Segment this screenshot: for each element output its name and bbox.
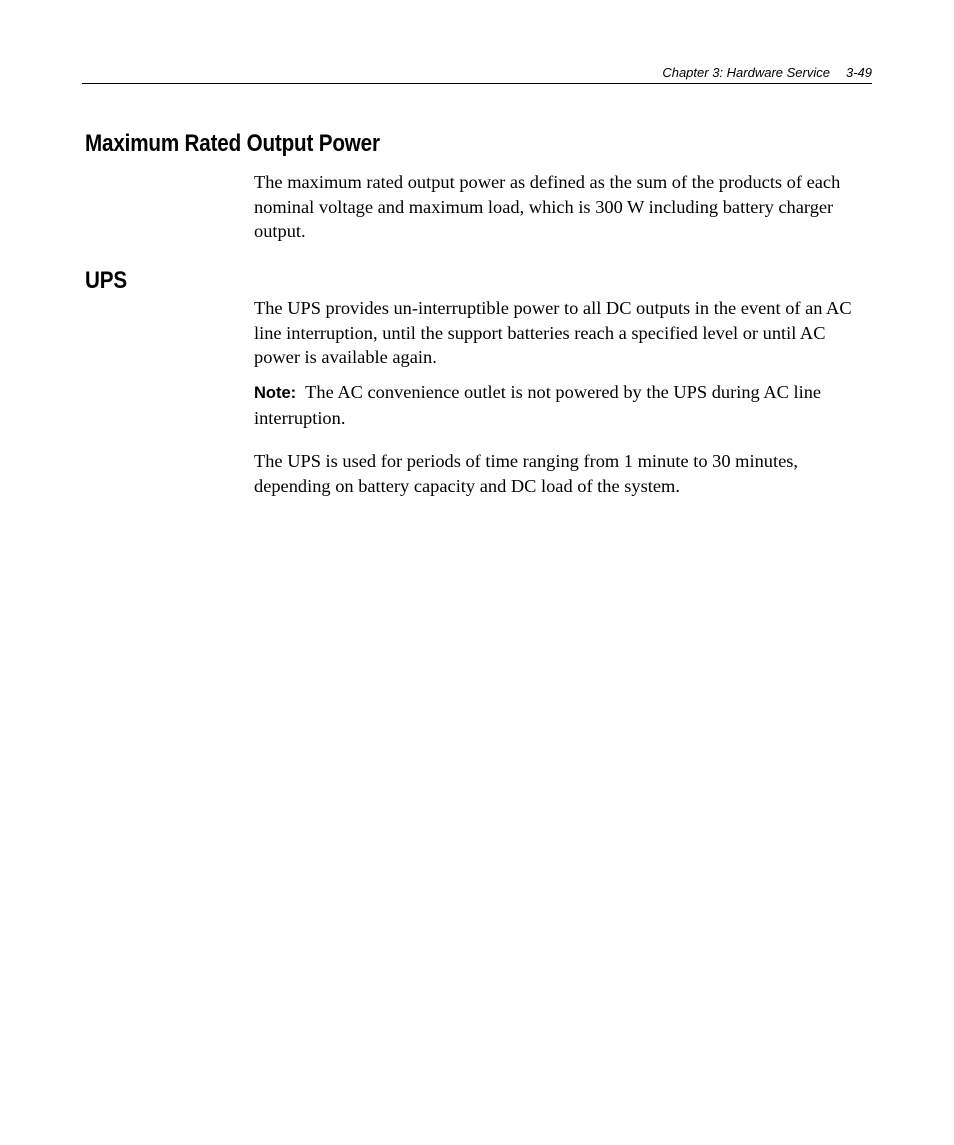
page-number: 3-49 bbox=[845, 65, 872, 80]
note-label: Note: bbox=[254, 384, 297, 402]
note-text: The AC convenience outlet is not powered by the UPS during AC line interruption. bbox=[254, 382, 822, 428]
ups-paragraph-1: The UPS provides un-interruptible power to all DC outputs in the event of an AC line interruption, until the support batteries reach a specified level or until AC power is available again. bbox=[254, 298, 852, 367]
ups-paragraph-2: The UPS is used for periods of time ranging from 1 minute to 30 minutes, depending on battery capacity and DC load of the system. bbox=[254, 451, 798, 496]
running-header bbox=[82, 64, 872, 82]
chapter-title: Chapter 3: Hardware Service bbox=[662, 65, 830, 80]
section-heading-max-output-power: Maximum Rated Output Power bbox=[85, 130, 380, 157]
max-output-power-paragraph: The maximum rated output power as defined as the sum of the products of each nominal voltage and maximum load, which is 300 W including battery charger output. bbox=[254, 172, 841, 241]
section-heading-ups: UPS bbox=[85, 267, 127, 294]
header-rule bbox=[82, 83, 872, 84]
note-block bbox=[254, 380, 860, 430]
